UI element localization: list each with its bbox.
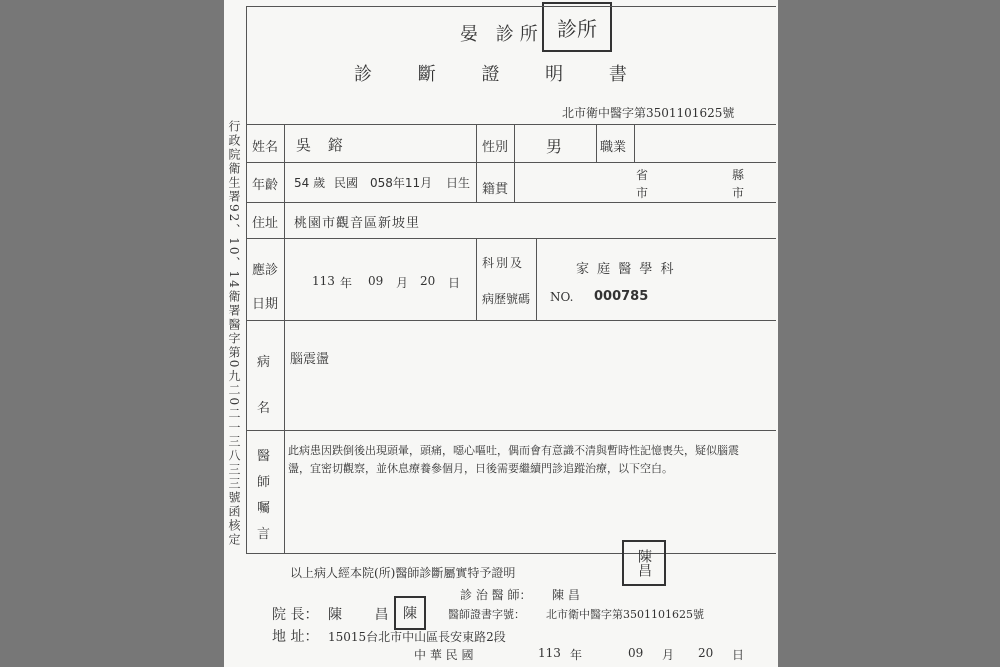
disease-label: 病名 <box>257 355 271 416</box>
visit-day: 20 <box>420 274 436 288</box>
advice-text: 此病患因跌倒後出現頭暈，頭痛，噁心嘔吐，偶而會有意識不清與暫時性記憶喪失，疑似腦震盪，宜密切觀察，並休息療養參個月，日後需要繼續門診追蹤治療，以下空白。 <box>288 444 739 475</box>
license-label: 醫師證書字號： <box>448 608 525 621</box>
origin-label: 籍貫 <box>482 182 509 197</box>
certificate-number: 北市衛中醫字第3501101625號 <box>562 106 735 120</box>
visit-year: 113 <box>312 274 335 288</box>
address-footer-value: 15015台北市中山區長安東路2段 <box>328 630 506 644</box>
address-footer-label: 地 址： <box>272 629 319 645</box>
visit-month: 09 <box>368 274 384 288</box>
dept-value: 家 庭 醫 學 科 <box>576 262 676 277</box>
birth-suffix: 日生 <box>446 176 471 190</box>
side-note: 行政院衛生署92、10、14衛署醫字第0九二0二一三八三三號函核定 <box>227 120 241 548</box>
doctor-stamp: 陳昌 <box>622 540 666 586</box>
record-prefix: NO. <box>550 290 574 304</box>
address-value: 桃園市觀音區新坡里 <box>294 216 421 231</box>
city-label-2: 市 <box>732 186 745 200</box>
doctor-name: 陳 昌 <box>552 588 580 602</box>
name-value: 吳 鎔 <box>296 136 349 154</box>
certificate-page <box>224 0 778 667</box>
visit-year-unit: 年 <box>340 276 353 290</box>
director-label: 院 長： <box>272 607 319 623</box>
clinic-name: 晏 診所 <box>460 24 544 45</box>
age-value: 54 歲 <box>294 176 326 190</box>
birth-value: 058年11月 <box>370 176 433 190</box>
doctor-label: 診 治 醫 師： <box>460 588 532 602</box>
disease-value: 腦震盪 <box>290 352 330 367</box>
director-name: 陳 昌 <box>328 607 403 623</box>
dept-label: 科別及 <box>482 256 525 270</box>
record-number: 000785 <box>594 289 649 304</box>
job-label: 職業 <box>600 140 627 155</box>
sex-value: 男 <box>546 137 563 156</box>
document-title: 診 斷 證 明 書 <box>354 64 647 85</box>
clinic-seal: 診所 <box>542 2 612 52</box>
advice-label: 醫師囑言 <box>257 449 271 542</box>
footer-statement: 以上病人經本院(所)醫師診斷屬實特予證明 <box>290 566 516 580</box>
director-stamp: 陳 <box>394 596 426 630</box>
date-prefix: 中 華 民 國 <box>414 648 474 662</box>
record-label: 病歷號碼 <box>482 292 531 306</box>
province-label: 省 <box>636 168 649 182</box>
age-label: 年齡 <box>252 178 279 193</box>
county-label: 縣 <box>732 168 745 182</box>
date-year-unit: 年 <box>570 648 583 662</box>
date-year: 113 <box>538 646 561 660</box>
visit-month-unit: 月 <box>396 276 409 290</box>
license-value: 北市衛中醫字第3501101625號 <box>546 608 704 621</box>
address-label: 住址 <box>252 216 279 231</box>
birth-prefix: 民國 <box>334 176 359 190</box>
visit-date-label: 應診日期 <box>252 263 279 312</box>
sex-label: 性別 <box>482 140 509 155</box>
date-day-unit: 日 <box>732 648 745 662</box>
date-month: 09 <box>628 646 644 660</box>
city-label-1: 市 <box>636 186 649 200</box>
date-month-unit: 月 <box>662 648 675 662</box>
visit-day-unit: 日 <box>448 276 461 290</box>
date-day: 20 <box>698 646 714 660</box>
name-label: 姓名 <box>252 140 279 155</box>
